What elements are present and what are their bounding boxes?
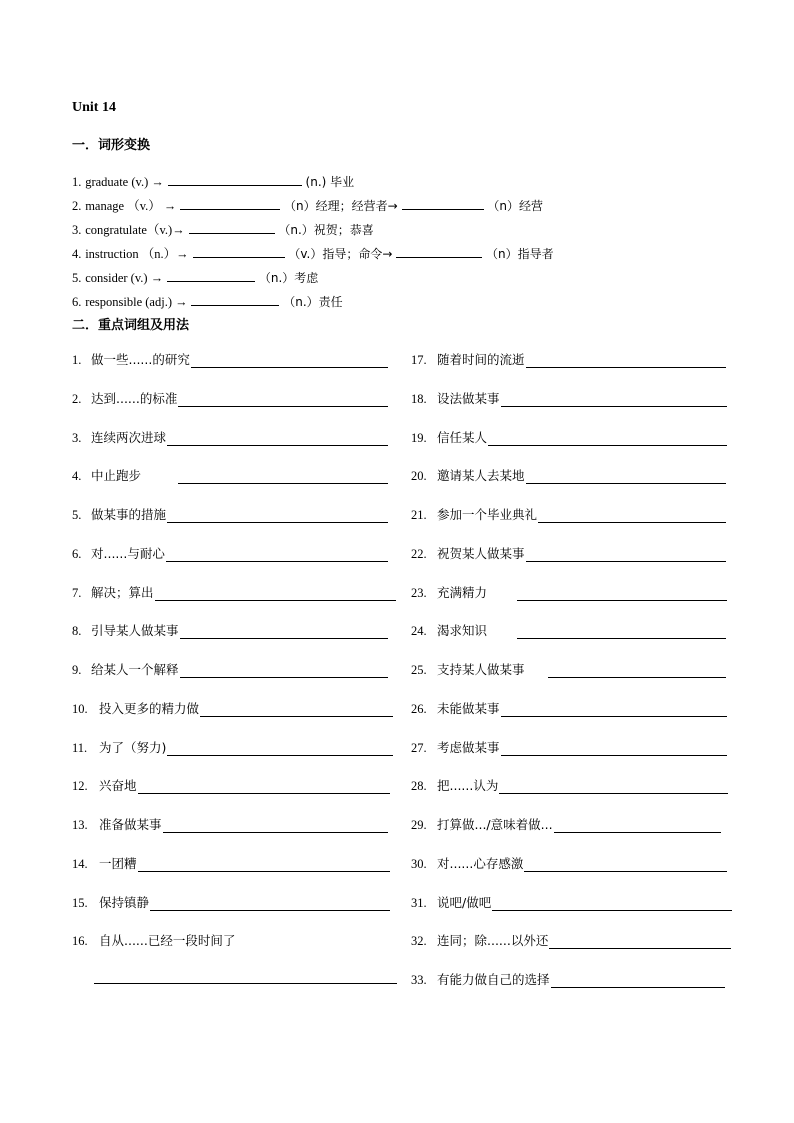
answer-line[interactable] <box>178 483 388 484</box>
phrase-number: 30. <box>411 856 427 871</box>
section-heading-phrases: 二．重点词组及用法 <box>72 318 190 333</box>
answer-blank[interactable] <box>189 219 275 234</box>
phrase-text: 做某事的措施 <box>91 507 167 522</box>
phrase-item <box>411 931 548 951</box>
word-form-row <box>72 291 343 311</box>
answer-line[interactable] <box>138 793 390 794</box>
answer-line[interactable] <box>166 561 388 562</box>
phrase-item <box>72 854 137 874</box>
answer-blank[interactable] <box>180 195 280 210</box>
answer-line[interactable] <box>501 755 727 756</box>
answer-line[interactable] <box>167 445 388 446</box>
phrase-item <box>411 660 525 680</box>
answer-line[interactable] <box>94 983 397 984</box>
phrase-text: 一团糟 <box>99 855 137 871</box>
phrase-number: 25. <box>411 663 427 677</box>
answer-line[interactable] <box>526 561 726 562</box>
phrase-number: 3. <box>72 430 82 445</box>
phrase-item <box>411 466 525 486</box>
phrase-number: 31. <box>411 895 427 910</box>
answer-line[interactable] <box>499 793 728 794</box>
phrase-item <box>411 544 525 564</box>
phrase-item <box>411 738 500 758</box>
answer-line[interactable] <box>501 406 727 407</box>
phrase-item <box>411 776 498 796</box>
phrase-item <box>411 815 553 835</box>
phrase-number: 15. <box>72 895 88 910</box>
phrase-text: 未能做某事 <box>437 700 500 716</box>
answer-line[interactable] <box>138 871 390 872</box>
phrase-text: 解决；算出 <box>91 584 154 600</box>
phrase-number: 18. <box>411 391 427 406</box>
phrase-number: 8. <box>72 624 82 639</box>
answer-line[interactable] <box>526 367 726 368</box>
answer-line[interactable] <box>191 367 388 368</box>
phrase-number: 33. <box>411 973 427 987</box>
phrase-text: 连同；除......以外还 <box>437 933 549 949</box>
phrase-text: 为了（努力) <box>99 739 167 755</box>
unit-title: Unit 14 <box>72 100 116 115</box>
answer-line[interactable] <box>155 600 396 601</box>
phrase-number: 5. <box>72 508 82 522</box>
phrase-text: 邀请某人去某地 <box>437 468 525 484</box>
phrase-text: 把......认为 <box>437 778 499 794</box>
phrase-number: 20. <box>411 469 427 484</box>
word-form-row <box>72 219 374 239</box>
answer-line[interactable] <box>554 832 721 833</box>
part-of-speech: (n.) 毕业 <box>305 175 355 189</box>
answer-blank[interactable] <box>167 267 255 282</box>
phrase-number: 17. <box>411 353 427 367</box>
phrase-text: 有能力做自己的选择 <box>437 972 550 987</box>
answer-line[interactable] <box>538 522 726 523</box>
phrase-text: 做一些......的研究 <box>91 352 190 367</box>
phrase-text: 设法做某事 <box>437 390 500 406</box>
phrase-text: 随着时间的流逝 <box>437 352 525 367</box>
answer-blank[interactable] <box>193 243 285 258</box>
phrase-number: 23. <box>411 585 427 600</box>
row-number: 5. <box>72 271 82 285</box>
phrase-item <box>411 699 500 719</box>
phrase-text: 考虑做某事 <box>437 739 500 755</box>
row-number: 2. <box>72 199 82 213</box>
section-heading-word-forms: 一．词形变换 <box>72 138 151 153</box>
answer-line[interactable] <box>549 948 731 949</box>
phrase-text: 信任某人 <box>437 429 488 445</box>
phrase-item <box>411 970 550 990</box>
phrase-item <box>72 544 165 564</box>
row-number: 1. <box>72 175 82 189</box>
row-number: 3. <box>72 223 82 237</box>
phrase-item <box>72 621 179 641</box>
answer-line[interactable] <box>167 522 388 523</box>
word-cue: congratulate（v.)→ <box>85 223 185 237</box>
answer-line[interactable] <box>200 716 393 717</box>
answer-blank[interactable] <box>396 243 482 258</box>
phrase-number: 12. <box>72 779 88 794</box>
answer-blank[interactable] <box>191 291 279 306</box>
phrase-number: 7. <box>72 585 82 600</box>
phrase-number: 14. <box>72 856 88 871</box>
phrase-number: 24. <box>411 624 427 639</box>
phrase-text: 打算做.../意味着做... <box>437 817 553 832</box>
phrase-text: 中止跑步 <box>91 468 142 484</box>
answer-line[interactable] <box>163 832 388 833</box>
phrase-item <box>72 660 179 680</box>
phrase-text: 渴求知识 <box>437 623 488 639</box>
row-number: 6. <box>72 295 82 309</box>
phrase-number: 32. <box>411 934 427 949</box>
phrase-item <box>72 350 190 370</box>
phrase-text: 祝贺某人做某事 <box>437 545 525 561</box>
row-number: 4. <box>72 247 82 261</box>
phrase-item <box>411 583 487 603</box>
phrase-item <box>411 505 537 525</box>
phrase-text: 保持镇静 <box>99 894 150 910</box>
phrase-number: 6. <box>72 546 82 561</box>
phrase-number: 1. <box>72 353 82 367</box>
phrase-number: 13. <box>72 818 88 832</box>
phrase-text: 给某人一个解释 <box>91 662 179 677</box>
part-of-speech: （n）指导者 <box>486 247 554 261</box>
phrase-number: 26. <box>411 701 427 716</box>
phrase-number: 21. <box>411 508 427 522</box>
word-form-row <box>72 243 554 263</box>
phrase-number: 19. <box>411 430 427 445</box>
part-of-speech: （n.）祝贺；恭喜 <box>278 223 374 237</box>
phrase-number: 11. <box>72 740 88 755</box>
phrase-text: 投入更多的精力做 <box>99 700 200 716</box>
answer-line[interactable] <box>548 677 726 678</box>
answer-line[interactable] <box>551 987 725 988</box>
answer-line[interactable] <box>180 677 388 678</box>
word-cue: responsible (adj.) → <box>85 295 188 309</box>
phrase-item <box>72 428 166 448</box>
phrase-number: 29. <box>411 818 427 832</box>
phrase-item <box>72 931 235 951</box>
phrase-item <box>72 699 199 719</box>
phrase-item <box>411 893 491 913</box>
phrase-text: 说吧/做吧 <box>437 894 492 910</box>
answer-line[interactable] <box>150 910 390 911</box>
word-cue: instruction （n.）→ <box>85 247 189 261</box>
answer-line[interactable] <box>167 755 393 756</box>
phrase-text: 达到......的标准 <box>91 390 178 406</box>
phrase-number: 2. <box>72 391 82 406</box>
phrase-text: 参加一个毕业典礼 <box>437 507 538 522</box>
phrase-item <box>411 621 487 641</box>
phrase-text: 对......心存感激 <box>437 855 524 871</box>
phrase-number: 16. <box>72 934 88 949</box>
part-of-speech: （n）经营 <box>487 199 543 213</box>
phrase-number: 22. <box>411 546 427 561</box>
phrase-item <box>72 815 162 835</box>
part-of-speech: （v.）指导；命令→ <box>288 247 393 261</box>
phrase-item <box>72 389 177 409</box>
answer-line[interactable] <box>517 638 726 639</box>
answer-line[interactable] <box>488 445 727 446</box>
answer-blank[interactable] <box>402 195 484 210</box>
phrase-text: 兴奋地 <box>99 778 137 794</box>
part-of-speech: （n.）责任 <box>283 295 343 309</box>
word-cue: consider (v.) → <box>85 271 164 285</box>
phrase-text: 自从......已经一段时间了 <box>99 933 236 949</box>
phrase-number: 28. <box>411 779 427 794</box>
part-of-speech: （n）经理；经营者→ <box>284 199 398 213</box>
word-cue: graduate (v.) → <box>85 175 164 189</box>
answer-blank[interactable] <box>168 171 302 186</box>
phrase-item <box>72 738 166 758</box>
phrase-number: 27. <box>411 740 427 755</box>
phrase-item <box>72 583 154 603</box>
phrase-item <box>411 350 525 370</box>
word-form-row <box>72 267 318 287</box>
answer-line[interactable] <box>524 871 727 872</box>
phrase-text: 引导某人做某事 <box>91 623 179 639</box>
answer-line[interactable] <box>526 483 726 484</box>
phrase-item <box>72 776 137 796</box>
phrase-number: 9. <box>72 663 82 677</box>
word-form-row <box>72 171 354 191</box>
answer-line[interactable] <box>180 638 388 639</box>
answer-line[interactable] <box>501 716 727 717</box>
phrase-item <box>72 893 149 913</box>
word-cue: manage （v.） → <box>85 199 177 213</box>
phrase-number: 10. <box>72 701 88 716</box>
phrase-item <box>72 505 166 525</box>
phrase-item <box>411 389 500 409</box>
phrase-text: 支持某人做某事 <box>437 662 525 677</box>
phrase-item <box>411 428 487 448</box>
phrase-number: 4. <box>72 469 82 484</box>
phrase-text: 充满精力 <box>437 584 488 600</box>
answer-line[interactable] <box>517 600 727 601</box>
answer-line[interactable] <box>178 406 388 407</box>
phrase-text: 准备做某事 <box>99 817 162 832</box>
phrase-text: 对......与耐心 <box>91 545 165 561</box>
phrase-text: 连续两次进球 <box>91 429 167 445</box>
part-of-speech: （n.）考虑 <box>258 271 319 285</box>
word-form-row <box>72 195 543 215</box>
phrase-item <box>72 466 141 486</box>
phrase-item <box>411 854 523 874</box>
answer-line[interactable] <box>492 910 732 911</box>
